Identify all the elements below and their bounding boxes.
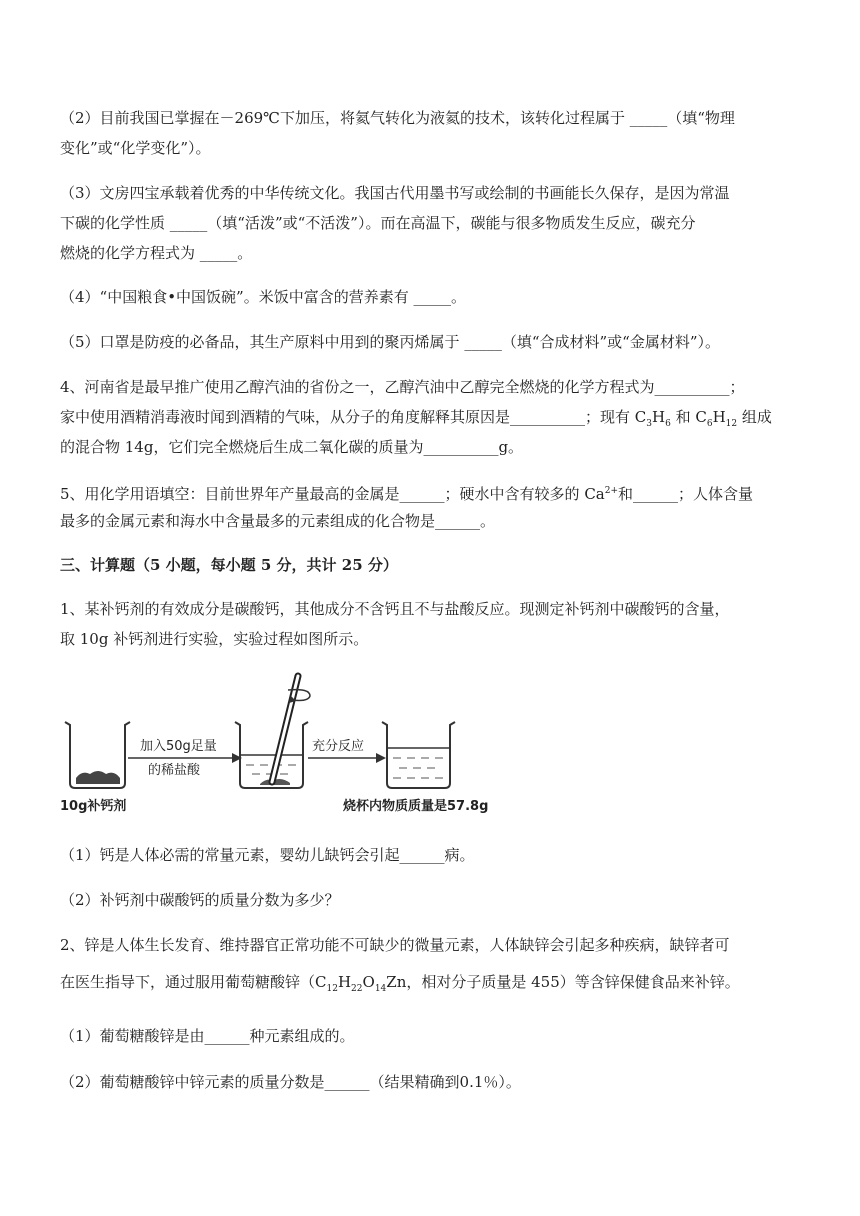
q4-sub: 6	[665, 419, 671, 429]
q2-text: ，相对分子质量是 455）等含锌保健食品来补锌。	[406, 973, 740, 991]
q-part-4: （4）“中国粮食•中国饭碗”。米饭中富含的营养素有 _____。	[60, 288, 466, 306]
q4-sub: 3	[646, 419, 652, 429]
q4-text: 和 C	[670, 408, 707, 426]
q4-text: 组成	[737, 408, 772, 426]
q4-text: H	[651, 408, 666, 426]
question-4-cont2: 的混合物 14g，它们完全燃烧后生成二氧化碳的质量为__________g。	[60, 438, 524, 456]
arrow-2-label: 充分反应	[312, 739, 365, 754]
q5-text: 和______；人体含量	[618, 485, 754, 503]
q4-sub: 6	[706, 419, 713, 429]
calc-q2-part-2: （2）葡萄糖酸锌中锌元素的质量分数是______（结果精确到0.1％）。	[60, 1073, 521, 1091]
question-5-cont: 最多的金属元素和海水中含量最多的元素组成的化合物是______。	[60, 512, 496, 530]
q-part-3-cont2: 燃烧的化学方程式为 _____。	[60, 244, 253, 262]
q-part-2: （2）目前我国已掌握在－269℃下加压，将氦气转化为液氦的技术，该转化过程属于 _____（填“物理	[60, 109, 735, 127]
section-3-title: 三、计算题（5 小题，每小题 5 分，共计 25 分）	[60, 556, 398, 574]
calc-q1-part-2: （2）补钙剂中碳酸钙的质量分数为多少？	[60, 891, 340, 909]
question-4: 4、河南省是最早推广使用乙醇汽油的省份之一，乙醇汽油中乙醇完全燃烧的化学方程式为__________；	[60, 378, 745, 396]
glass-rod	[272, 676, 310, 782]
q5-text: 5、用化学用语填空：目前世界年产量最高的金属是______；硬水中含有较多的 Ca	[60, 485, 605, 503]
result-label: 烧杯内物质质量是57.8g	[343, 799, 489, 814]
q4-text: 家中使用酒精消毒液时闻到酒精的气味，从分子的角度解释其原因是__________；现有 C	[60, 408, 647, 426]
q2-text: 在医生指导下，通过服用葡萄糖酸锌（	[60, 973, 316, 991]
calc-q1-part-1: （1）钙是人体必需的常量元素，婴幼儿缺钙会引起______病。	[60, 846, 475, 864]
arrow-2	[308, 753, 386, 763]
q-part-3-cont1: 下碳的化学性质 _____（填“活泼”或“不活泼”）。而在高温下，碳能与很多物质发生反应，碳充分	[60, 214, 696, 232]
question-4-cont1	[60, 407, 772, 434]
q-part-3: （3）文房四宝承载着优秀的中华传统文化。我国古代用墨书写或绘制的书画能长久保存，是因为常温	[60, 184, 730, 202]
q4-text: H	[712, 408, 726, 426]
arrow-1-label-top: 加入50g足量	[140, 739, 217, 754]
question-5	[60, 481, 753, 504]
arrow-1-label-bottom: 的稀盐酸	[148, 763, 201, 778]
calc-question-2: 2、锌是人体生长发育、维持器官正常功能不可缺少的微量元素，人体缺锌会引起多种疾病，缺锌者可	[60, 936, 730, 954]
q-part-2-cont: 变化”或“化学变化”）。	[60, 139, 211, 157]
calc-question-2-cont	[60, 972, 740, 999]
beaker-1-label: 10g补钙剂	[60, 799, 127, 814]
calc-question-1: 1、某补钙剂的有效成分是碳酸钙，其他成分不含钙且不与盐酸反应。现测定补钙剂中碳酸钙的含量，	[60, 600, 730, 618]
q4-sub: 12	[725, 419, 738, 429]
formula: $C_{12}H_{22}O_{14}Zn$	[315, 973, 407, 994]
q-part-5: （5）口罩是防疫的必备品，其生产原料中用到的聚丙烯属于 _____（填“合成材料”或“金属材料”）。	[60, 333, 720, 351]
beaker-3	[382, 722, 455, 788]
arrow-1	[128, 753, 242, 763]
calc-question-1-cont: 取 10g 补钙剂进行实验，实验过程如图所示。	[60, 630, 369, 648]
experiment-figure	[60, 670, 530, 820]
beaker-1	[65, 722, 130, 788]
q5-sup: 2+	[604, 486, 619, 496]
calc-q2-part-1: （1）葡萄糖酸锌是由______种元素组成的。	[60, 1027, 355, 1045]
